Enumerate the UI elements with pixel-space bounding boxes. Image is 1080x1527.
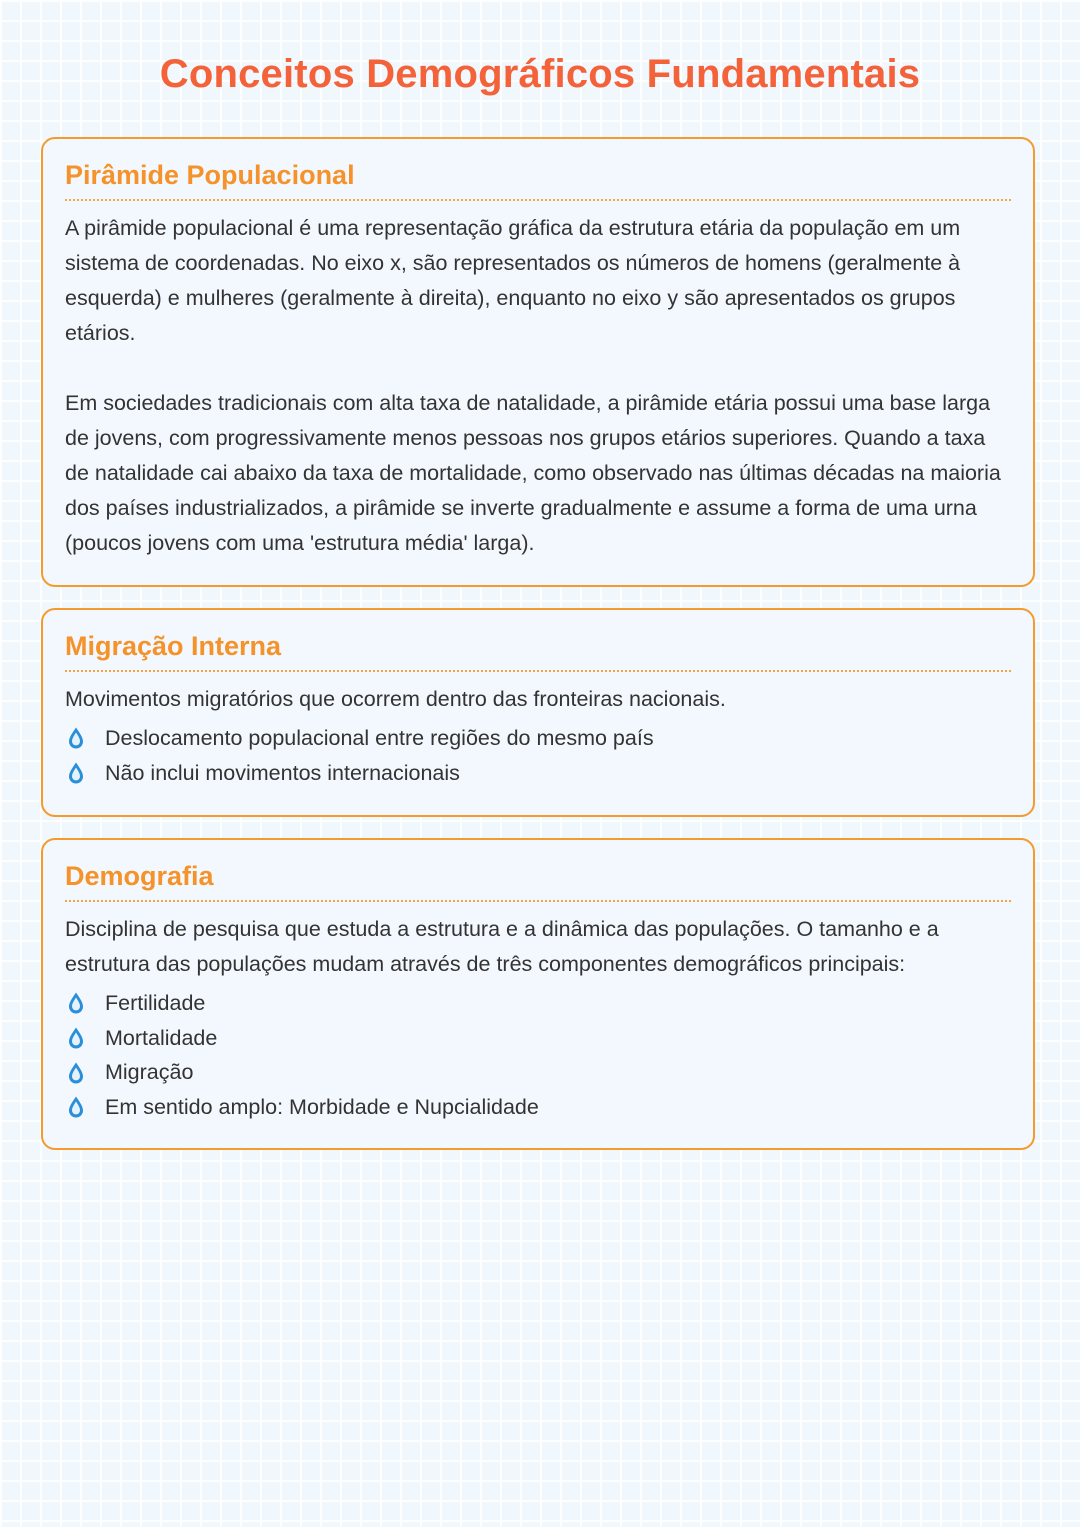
demografia-list <box>65 986 1011 1125</box>
water-drop-icon <box>65 761 87 785</box>
water-drop-icon <box>65 1026 87 1050</box>
paragraph-demografia-intro: Disciplina de pesquisa que estuda a estrutura e a dinâmica das populações. O tamanho e a estrutura das populações mudam através de três componentes demográficos principais: <box>65 917 939 976</box>
water-drop-icon <box>65 1095 87 1119</box>
paragraph-migracao-intro: Movimentos migratórios que ocorrem dentro das fronteiras nacionais. <box>65 687 726 711</box>
water-drop-icon <box>65 726 87 750</box>
water-drop-icon <box>65 1061 87 1085</box>
card-demografia <box>41 838 1035 1150</box>
list-item <box>65 756 1011 791</box>
paragraph-piramide-2: Em sociedades tradicionais com alta taxa de natalidade, a pirâmide etária possui uma base larga de jovens, com progressivamente menos pessoas nos grupos etários superiores. Quando a taxa de natalidade cai abaixo da taxa de mortalidade, como observado nas últimas décadas na maioria dos países industrializados, a pirâmide se inverte gradualmente e assume a forma de uma urna (poucos jovens com uma 'estrutura média' larga). <box>65 391 1001 555</box>
paragraph-piramide-1: A pirâmide populacional é uma representação gráfica da estrutura etária da população em um sistema de coordenadas. No eixo x, são representados os números de homens (geralmente à esquerda) e mulheres (geralmente à direita), enquanto no eixo y são apresentados os grupos etários. <box>65 216 961 345</box>
migracao-list <box>65 721 1011 790</box>
card-migracao-interna <box>41 608 1035 817</box>
list-item-text: Migração <box>105 1060 194 1085</box>
list-item <box>65 986 1011 1021</box>
section-heading-demografia: Demografia <box>65 860 1011 902</box>
list-item-text: Fertilidade <box>105 991 206 1015</box>
page-title: Conceitos Demográficos Fundamentais <box>159 52 921 96</box>
list-item <box>65 1021 1011 1056</box>
list-item-text: Deslocamento populacional entre regiões do mesmo país <box>105 726 654 750</box>
list-item <box>65 721 1011 756</box>
list-item-text: Em sentido amplo: Morbidade e Nupcialidade <box>105 1095 539 1120</box>
water-drop-icon <box>65 991 87 1015</box>
list-item <box>65 1055 1011 1090</box>
list-item <box>65 1090 1011 1125</box>
section-heading-migracao: Migração Interna <box>65 630 1011 672</box>
list-item-text: Mortalidade <box>105 1025 218 1050</box>
list-item-text: Não inclui movimentos internacionais <box>105 760 460 785</box>
section-heading-piramide: Pirâmide Populacional <box>65 159 1011 201</box>
card-piramide-populacional <box>41 137 1035 587</box>
